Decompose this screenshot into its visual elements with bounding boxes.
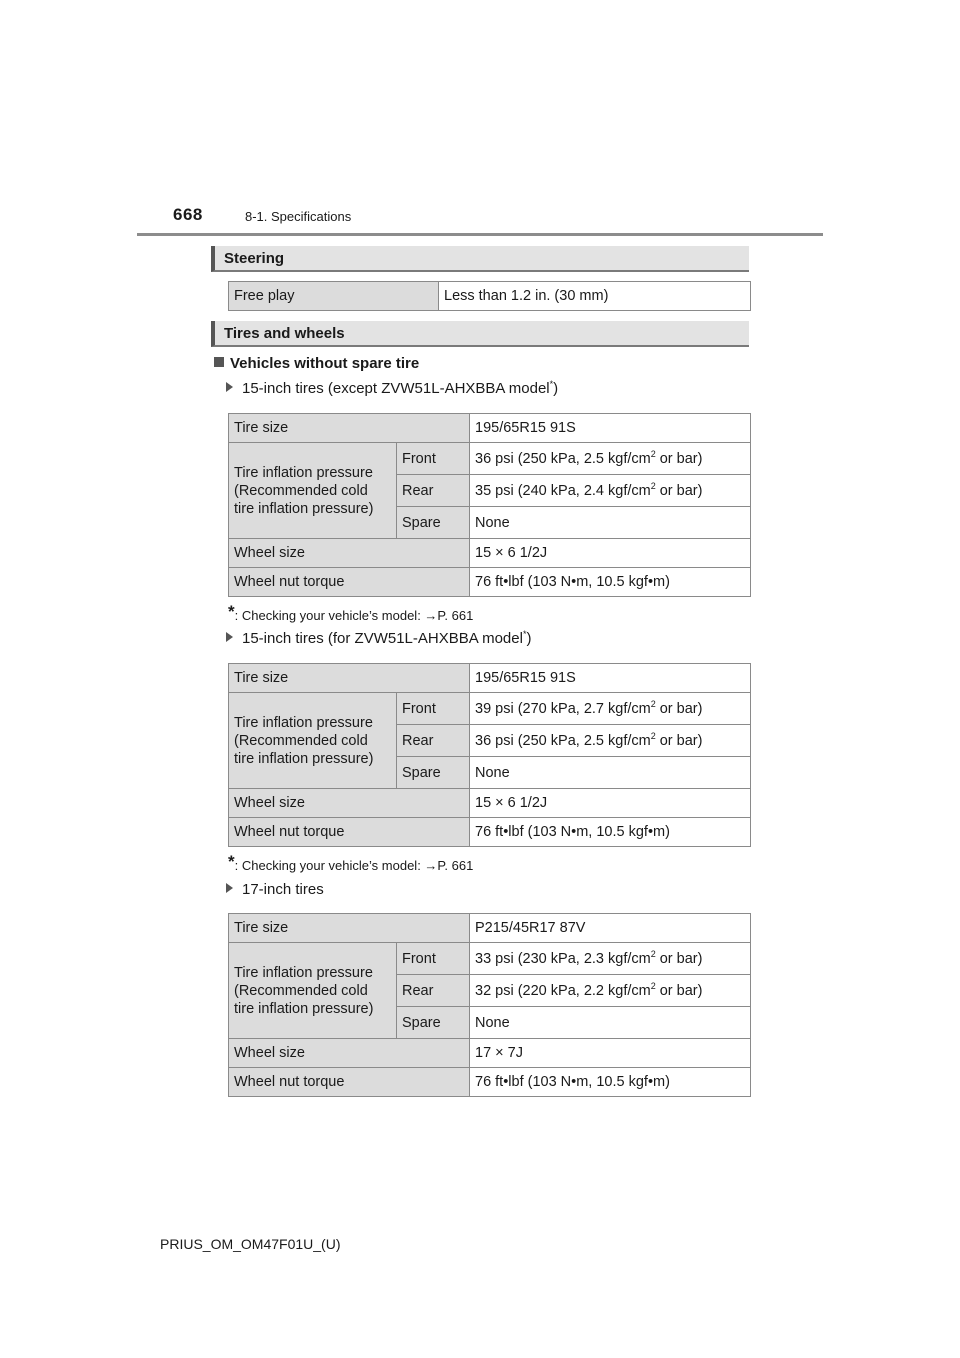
tire-size-value: 195/65R15 91S	[470, 664, 751, 693]
tires-title: Tires and wheels	[224, 325, 345, 342]
tire-size-value: P215/45R17 87V	[470, 914, 751, 943]
tire-size-label: Tire size	[229, 414, 470, 443]
tire-table-2	[228, 663, 751, 847]
group-2-heading-suffix: )	[526, 630, 532, 647]
page-number: 668	[173, 205, 203, 224]
rear-value: 36 psi (250 kPa, 2.5 kgf/$cm^2$ or bar)	[470, 725, 751, 757]
asterisk-mark: *	[549, 379, 554, 389]
spare-value: None	[470, 507, 751, 539]
group-2-heading	[226, 630, 531, 647]
tire-table-1	[228, 413, 751, 597]
rear-value: 35 psi (240 kPa, 2.4 kgf/$cm^2$ or bar)	[470, 475, 751, 507]
table-row	[229, 443, 751, 475]
table-row	[229, 789, 751, 818]
front-value: 33 psi (230 kPa, 2.3 kgf/$cm^2$ or bar)	[470, 943, 751, 975]
group-1-heading	[226, 380, 558, 397]
torque-value: 76 ft•lbf (103 N•m, 10.5 kgf•m)	[470, 568, 751, 597]
tire-size-label: Tire size	[229, 664, 470, 693]
tire-size-label: Tire size	[229, 914, 470, 943]
wheel-size-label: Wheel size	[229, 539, 470, 568]
tire-size-value: 195/65R15 91S	[470, 414, 751, 443]
table-row	[229, 818, 751, 847]
footnote-1-text: : Checking your vehicle’s model: →P. 661	[234, 608, 474, 623]
rear-label: Rear	[397, 975, 470, 1007]
square-bullet-icon	[214, 357, 224, 367]
table-row	[229, 914, 751, 943]
free-play-label: Free play	[229, 282, 439, 311]
front-value: 36 psi (250 kPa, 2.5 kgf/$cm^2$ or bar)	[470, 443, 751, 475]
asterisk-mark: *	[228, 852, 235, 871]
steering-table	[228, 281, 751, 311]
table-row	[229, 539, 751, 568]
steering-title: Steering	[224, 250, 285, 267]
torque-label: Wheel nut torque	[229, 568, 470, 597]
table-row	[229, 282, 751, 311]
document-id: PRIUS_OM_OM47F01U_(U)	[160, 1236, 341, 1252]
rear-label: Rear	[397, 475, 470, 507]
torque-label: Wheel nut torque	[229, 1068, 470, 1097]
table-row	[229, 664, 751, 693]
tires-heading	[211, 321, 749, 347]
spare-label: Spare	[397, 757, 470, 789]
footnote-1	[228, 602, 473, 623]
front-label: Front	[397, 693, 470, 725]
torque-value: 76 ft•lbf (103 N•m, 10.5 kgf•m)	[470, 818, 751, 847]
wheel-size-value: 17 × 7J	[470, 1039, 751, 1068]
table-row	[229, 568, 751, 597]
header-divider	[137, 233, 823, 236]
arrow-bullet-icon	[226, 883, 233, 893]
spare-value: None	[470, 1007, 751, 1039]
front-label: Front	[397, 443, 470, 475]
spare-label: Spare	[397, 507, 470, 539]
group-3-heading-text: 17-inch tires	[242, 881, 324, 898]
arrow-bullet-icon	[226, 632, 233, 642]
wheel-size-value: 15 × 6 1/2J	[470, 789, 751, 818]
table-row	[229, 1039, 751, 1068]
table-row	[229, 414, 751, 443]
rear-label: Rear	[397, 725, 470, 757]
footnote-2	[228, 852, 473, 873]
group-2-heading-text: 15-inch tires (for ZVW51L-AHXBBA model	[242, 630, 523, 647]
asterisk-mark: *	[522, 629, 527, 639]
footnote-2-text: : Checking your vehicle’s model: →P. 661	[234, 858, 474, 873]
steering-heading	[211, 246, 749, 272]
rear-value: 32 psi (220 kPa, 2.2 kgf/$cm^2$ or bar)	[470, 975, 751, 1007]
pressure-label: Tire inflation pressure (Recommended cold tire inflation pressure)	[229, 443, 397, 539]
wheel-size-label: Wheel size	[229, 789, 470, 818]
spare-value: None	[470, 757, 751, 789]
group-3-heading	[226, 881, 324, 898]
group-1-heading-text: 15-inch tires (except ZVW51L-AHXBBA model	[242, 380, 550, 397]
subtitle-vehicles-without-spare	[214, 355, 419, 372]
wheel-size-label: Wheel size	[229, 1039, 470, 1068]
table-row	[229, 693, 751, 725]
section-label: 8-1. Specifications	[245, 209, 352, 224]
pressure-label: Tire inflation pressure (Recommended cold tire inflation pressure)	[229, 693, 397, 789]
torque-value: 76 ft•lbf (103 N•m, 10.5 kgf•m)	[470, 1068, 751, 1097]
front-value: 39 psi (270 kPa, 2.7 kgf/$cm^2$ or bar)	[470, 693, 751, 725]
free-play-value: Less than 1.2 in. (30 mm)	[439, 282, 751, 311]
pressure-label: Tire inflation pressure (Recommended cold tire inflation pressure)	[229, 943, 397, 1039]
wheel-size-value: 15 × 6 1/2J	[470, 539, 751, 568]
front-label: Front	[397, 943, 470, 975]
asterisk-mark: *	[228, 602, 235, 621]
table-row	[229, 1068, 751, 1097]
spare-label: Spare	[397, 1007, 470, 1039]
table-row	[229, 943, 751, 975]
arrow-bullet-icon	[226, 382, 233, 392]
subtitle-text: Vehicles without spare tire	[230, 355, 420, 372]
group-1-heading-suffix: )	[553, 380, 559, 397]
torque-label: Wheel nut torque	[229, 818, 470, 847]
tire-table-3	[228, 913, 751, 1097]
